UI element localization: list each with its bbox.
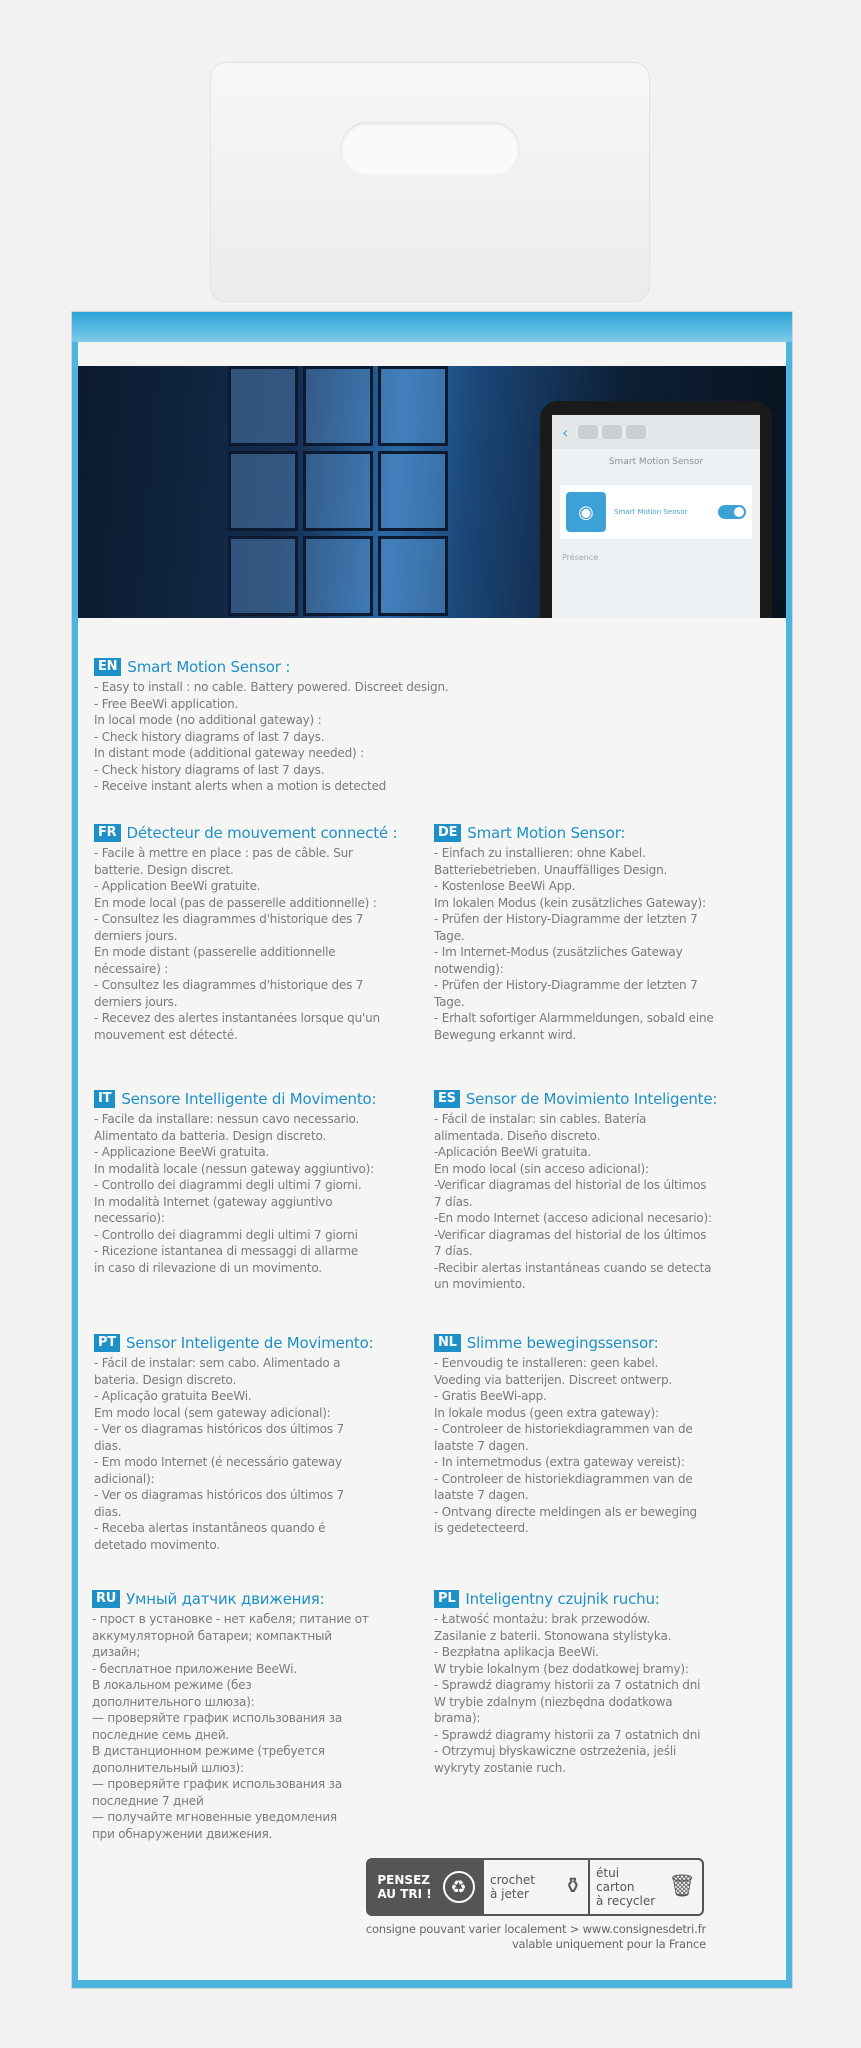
text-line: derniers jours.	[94, 994, 178, 1009]
device-name: Smart Motion Sensor	[614, 508, 688, 516]
section-title: Smart Motion Sensor :	[127, 658, 291, 676]
text-line: - Einfach zu installieren: ohne Kabel.	[434, 846, 646, 860]
text-line: W trybie zdalnym (niezbędna dodatkowa	[434, 1694, 673, 1709]
text-line: Alimentato da batteria. Design discreto.	[94, 1128, 327, 1143]
lang-code: EN	[94, 658, 121, 676]
text-line: - Ontvang directe meldingen als er beweging	[434, 1504, 697, 1519]
text-line: дополнительный шлюз):	[92, 1760, 244, 1775]
section-de	[434, 824, 714, 1043]
text-line: — получайте мгновенные уведомления	[92, 1810, 337, 1824]
text-line: Voeding via batterijen. Discreet ontwerp.	[434, 1372, 672, 1387]
text-line: - Free BeeWi application.	[94, 696, 239, 711]
text-line: — проверяйте график использования за	[92, 1711, 342, 1725]
text-line: при обнаружении движения.	[92, 1826, 273, 1841]
section-pl	[434, 1590, 700, 1776]
text-line: un movimiento.	[434, 1277, 526, 1291]
pensez-text: PENSEZ	[377, 1873, 430, 1887]
crochet-text: crochet	[490, 1873, 535, 1887]
text-line: - Receba alertas instantâneos quando é	[94, 1521, 326, 1535]
text-line: In distant mode (additional gateway needed) :	[94, 746, 364, 760]
text-line: derniers jours.	[94, 928, 178, 943]
section-fr	[94, 824, 397, 1043]
text-line: - Im Internet-Modus (zusätzliches Gateway	[434, 945, 683, 959]
motion-sensor-icon: ◉	[566, 492, 606, 532]
text-line: - Facile da installare: nessun cavo necessario.	[94, 1112, 360, 1126]
text-line: В дистанционном режиме (требуется	[92, 1744, 325, 1758]
text-line: 7 días.	[434, 1244, 473, 1258]
text-line: - Consultez les diagrammes d'historique des 7	[94, 978, 364, 992]
text-line: - Application BeeWi gratuite.	[94, 879, 261, 893]
bottom-band	[72, 1980, 792, 1988]
text-line: In modalità locale (nessun gateway aggiuntivo):	[94, 1161, 374, 1176]
text-line: В локальном режиме (без	[92, 1678, 252, 1692]
text-line: alimentada. Diseño discreto.	[434, 1128, 601, 1143]
text-line: In modalità Internet (gateway aggiuntivo	[94, 1194, 333, 1209]
text-line: последние 7 дней	[92, 1793, 204, 1808]
text-line: - Recevez des alertes instantanées lorsque qu'un	[94, 1011, 380, 1025]
text-line: -Verificar diagramas del historial de los últimos	[434, 1227, 707, 1242]
trash-bag-icon: ⚱	[563, 1874, 582, 1899]
text-line: - прост в установке - нет кабеля; питание от	[92, 1612, 369, 1626]
recycling-label	[366, 1858, 704, 1916]
section-ru-actual	[92, 1590, 369, 1842]
a-jeter-text: à jeter	[490, 1887, 529, 1901]
text-line: - Otrzymuj błyskawiczne ostrzeżenia, jeśli	[434, 1744, 677, 1758]
section-nl	[434, 1334, 697, 1537]
text-line: — проверяйте график использования за	[92, 1777, 342, 1791]
lang-code: RU	[92, 1590, 120, 1608]
section-title: Slimme bewegingssensor:	[466, 1334, 659, 1352]
section-title: Détecteur de mouvement connecté :	[126, 824, 398, 842]
text-line: in caso di rilevazione di un movimento.	[94, 1260, 322, 1275]
text-line: - Prüfen der History-Diagramme der letzten 7	[434, 978, 698, 992]
text-line: notwendig):	[434, 961, 504, 976]
text-line: - Check history diagrams of last 7 days.	[94, 729, 325, 744]
window-illustration	[228, 366, 528, 618]
text-line: дизайн;	[92, 1645, 141, 1659]
au-tri-text: AU TRI !	[377, 1887, 432, 1901]
text-line: - In internetmodus (extra gateway vereist):	[434, 1455, 685, 1469]
text-line: En modo local (sin acceso adicional):	[434, 1161, 649, 1176]
section-it	[94, 1090, 376, 1276]
a-recycler-text: à recycler	[596, 1894, 656, 1908]
lang-code: IT	[94, 1090, 115, 1108]
etui-text: étui	[596, 1866, 620, 1880]
consigne-line-2: valable uniquement pour la France	[511, 1937, 706, 1951]
text-line: - Ver os diagramas históricos dos últimos 7	[94, 1422, 344, 1436]
pensez-au-tri-badge	[368, 1860, 484, 1914]
text-line: аккумуляторной батареи; компактный	[92, 1628, 332, 1643]
text-line: Tage.	[434, 928, 465, 943]
lang-code: PL	[434, 1590, 459, 1608]
text-line: - Gratis BeeWi-app.	[434, 1389, 547, 1403]
hang-hole	[340, 122, 520, 176]
text-line: - Applicazione BeeWi gratuita.	[94, 1145, 270, 1159]
consigne-note	[364, 1922, 706, 1952]
section-en	[94, 658, 448, 795]
recycle-icon: ♻	[443, 1871, 475, 1903]
recycle-bin-icon: 🗑	[668, 1874, 696, 1899]
section-title: Sensore Intelligente di Movimento:	[121, 1090, 377, 1108]
text-line: - Controllo dei diagrammi degli ultimi 7 giorni.	[94, 1178, 362, 1192]
text-line: dias.	[94, 1438, 122, 1453]
text-line: laatste 7 dagen.	[434, 1438, 529, 1453]
device-row	[560, 485, 752, 539]
text-line: brama):	[434, 1711, 481, 1725]
text-line: - Sprawdź diagramy historii za 7 ostatnich dni	[434, 1727, 701, 1742]
screen-footer: Présence	[562, 553, 599, 562]
section-es	[434, 1090, 717, 1293]
text-line: nécessaire) :	[94, 961, 169, 976]
text-line: - Consultez les diagrammes d'historique des 7	[94, 912, 364, 926]
text-line: - Facile à mettre en place : pas de câble. Sur	[94, 846, 353, 860]
crochet-cell	[484, 1860, 590, 1914]
section-title: Sensor Inteligente de Movimento:	[126, 1334, 374, 1352]
text-line: wykryty zostanie ruch.	[434, 1760, 566, 1775]
text-line: - Em modo Internet (é necessário gateway	[94, 1455, 342, 1469]
top-band	[72, 312, 792, 342]
section-title: Умный датчик движения:	[126, 1590, 325, 1608]
text-line: Zasilanie z baterii. Stonowana stylistyka.	[434, 1628, 672, 1643]
text-line: - Receive instant alerts when a motion is detected	[94, 779, 387, 793]
text-line: - Prüfen der History-Diagramme der letzten 7	[434, 912, 698, 926]
text-line: - бесплатное приложение BeeWi.	[92, 1661, 297, 1676]
lang-code: FR	[94, 824, 121, 842]
text-line: Em modo local (sem gateway adicional):	[94, 1405, 331, 1420]
lang-code: DE	[434, 824, 461, 842]
carton-text: carton	[596, 1880, 635, 1894]
text-line: дополнительного шлюза):	[92, 1694, 255, 1709]
text-line: detetado movimento.	[94, 1537, 220, 1552]
text-line: - Controleer de historiekdiagrammen van de	[434, 1471, 693, 1486]
text-line: - Sprawdź diagramy historii za 7 ostatnich dni	[434, 1678, 701, 1692]
text-line: W trybie lokalnym (bez dodatkowej bramy):	[434, 1661, 689, 1676]
text-line: Im lokalen Modus (kein zusätzliches Gateway):	[434, 895, 706, 910]
text-line: - Kostenlose BeeWi App.	[434, 879, 576, 893]
etui-cell	[590, 1860, 702, 1914]
text-line: -Recibir alertas instantáneas cuando se detecta	[434, 1260, 712, 1275]
phone-screen	[552, 415, 760, 618]
device-toggle	[718, 505, 746, 519]
text-line: In local mode (no additional gateway) :	[94, 713, 322, 727]
hang-tab	[210, 62, 650, 302]
text-line: necessario):	[94, 1211, 165, 1225]
text-line: -En modo Internet (acceso adicional necesario):	[434, 1211, 712, 1225]
smartphone	[540, 401, 772, 618]
text-line: - Bezpłatna aplikacja BeeWi.	[434, 1645, 599, 1659]
text-line: dias.	[94, 1504, 122, 1519]
text-line: En mode local (pas de passerelle additionnelle) :	[94, 895, 377, 910]
text-line: - Ver os diagramas históricos dos últimos 7	[94, 1488, 344, 1502]
text-line: En mode distant (passerelle additionnelle	[94, 945, 336, 959]
section-title: Sensor de Movimiento Inteligente:	[465, 1090, 718, 1108]
text-line: - Łatwość montażu: brak przewodów.	[434, 1612, 650, 1626]
text-line: - Check history diagrams of last 7 days.	[94, 762, 325, 777]
text-line: bateria. Design discreto.	[94, 1372, 237, 1387]
lang-code: ES	[434, 1090, 460, 1108]
section-pt	[94, 1334, 373, 1553]
back-icon: ‹	[562, 422, 569, 442]
text-line: 7 días.	[434, 1194, 473, 1209]
text-line: laatste 7 dagen.	[434, 1488, 529, 1502]
text-line: - Aplicação gratuita BeeWi.	[94, 1389, 252, 1403]
product-photo	[78, 366, 786, 618]
text-line: mouvement est détecté.	[94, 1027, 238, 1042]
text-line: is gedetecteerd.	[434, 1521, 529, 1535]
screen-title: Smart Motion Sensor	[608, 457, 704, 467]
lang-code: PT	[94, 1334, 120, 1352]
text-line: - Eenvoudig te installeren: geen kabel.	[434, 1356, 659, 1370]
text-line: Bewegung erkannt wird.	[434, 1027, 577, 1042]
section-title: Smart Motion Sensor:	[467, 824, 626, 842]
text-line: adicional):	[94, 1471, 155, 1486]
text-line: - Ricezione istantanea di messaggi di allarme	[94, 1244, 359, 1258]
text-line: In lokale modus (geen extra gateway):	[434, 1405, 659, 1420]
side-band-right	[786, 342, 792, 1988]
text-line: - Controleer de historiekdiagrammen van de	[434, 1422, 693, 1436]
text-line: Tage.	[434, 994, 465, 1009]
text-line: - Controllo dei diagrammi degli ultimi 7 giorni	[94, 1227, 358, 1242]
lang-code: NL	[434, 1334, 461, 1352]
text-line: - Easy to install : no cable. Battery powered. Discreet design.	[94, 680, 449, 694]
consigne-line-1: consigne pouvant varier localement > www.consignesdetri.fr	[365, 1922, 706, 1936]
text-line: последние семь дней.	[92, 1727, 230, 1742]
text-line: -Verificar diagramas del historial de los últimos	[434, 1178, 707, 1192]
section-title: Inteligentny czujnik ruchu:	[465, 1590, 660, 1608]
text-line: - Fácil de instalar: sem cabo. Alimentado a	[94, 1356, 341, 1370]
text-line: -Aplicación BeeWi gratuita.	[434, 1145, 591, 1159]
text-line: - Erhalt sofortiger Alarmmeldungen, sobald eine	[434, 1011, 714, 1025]
text-line: batterie. Design discret.	[94, 862, 234, 877]
text-line: - Fácil de instalar: sin cables. Batería	[434, 1112, 647, 1126]
text-line: Batteriebetrieben. Unauffälliges Design.	[434, 862, 668, 877]
